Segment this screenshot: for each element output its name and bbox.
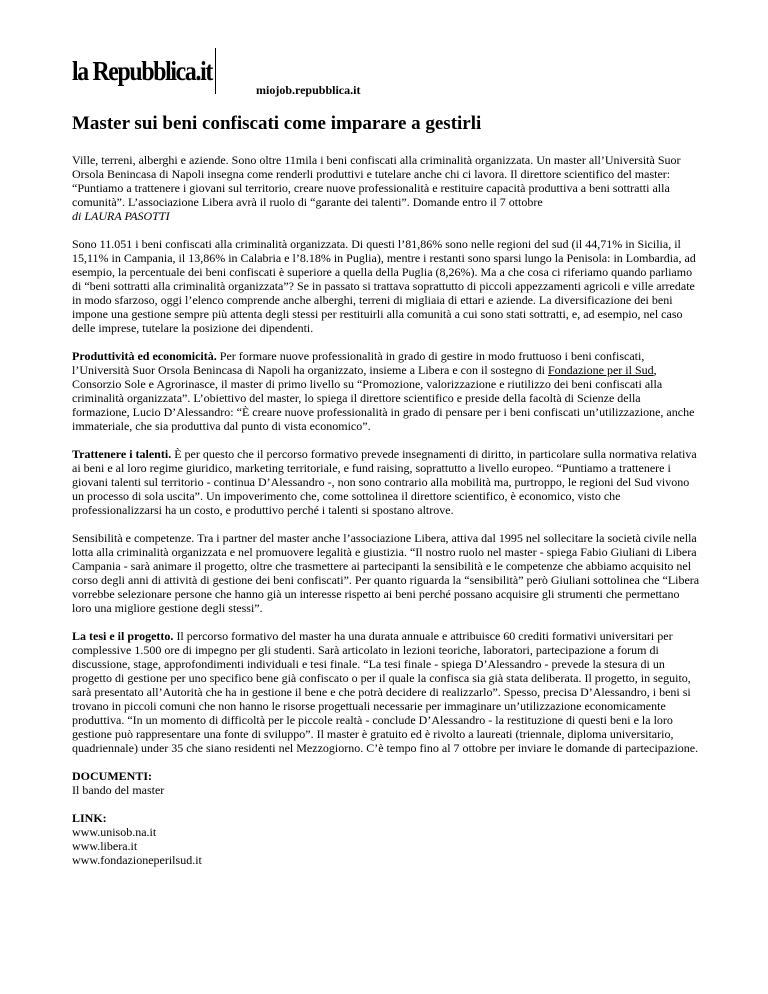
section-heading: La tesi e il progetto. bbox=[72, 629, 174, 643]
link-libera[interactable]: www.libera.it bbox=[72, 839, 138, 853]
article-lead bbox=[72, 153, 700, 223]
fondazione-link[interactable]: Fondazione per il Sud bbox=[547, 363, 654, 377]
article-author: di LAURA PASOTTI bbox=[72, 209, 170, 223]
article bbox=[72, 112, 700, 881]
links-heading: LINK: bbox=[72, 811, 107, 825]
paragraph-tesi bbox=[72, 629, 700, 755]
logo-divider bbox=[215, 48, 216, 94]
documents-heading: DOCUMENTI: bbox=[72, 769, 152, 783]
article-title: Master sui beni confiscati come imparare a gestirli bbox=[72, 113, 482, 134]
document-link[interactable]: Il bando del master bbox=[72, 783, 165, 797]
repubblica-logo[interactable]: la Repubblica.it bbox=[72, 56, 212, 86]
paragraph-produttivita bbox=[72, 349, 700, 433]
documents-section bbox=[72, 769, 700, 797]
site-name[interactable]: miojob.repubblica.it bbox=[256, 83, 361, 97]
paragraph-talenti bbox=[72, 447, 700, 517]
paragraph-text: È per questo che il percorso formativo prevede insegnamenti di diritto, in particolare sulla normativa relativa ai beni e al loro regime giuridico, marketing territoriale, e fund raising, soprattutto a livello europeo. “Puntiamo a trattenere i giovani talenti sul territorio - continua D’Alessandro -, non sono contrario alla mobilità ma, purtroppo, le regioni del Sud vivono un processo di sola uscita”. Un impoverimento che, come sottolinea il direttore scientifico, è economico, visto che professionalizzarsi ha un costo, e produttivo perché i talenti si spostano altrove. bbox=[72, 447, 697, 517]
section-heading: Produttività ed economicità. bbox=[72, 349, 217, 363]
lead-text: Ville, terreni, alberghi e aziende. Sono oltre 11mila i beni confiscati alla criminalità organizzata. Un master all’Università Suor Orsola Benincasa di Napoli insegna come renderli produttivi e tutelare anche chi ci lavora. Il direttore scientifico del master: “Puntiamo a trattenere i giovani sul territorio, creare nuove professionalità e restituire capacità produttiva a beni sottratti alla comunità”. L’associazione Libera avrà il ruolo di “garante dei talenti”. Domande entro il 7 ottobre bbox=[72, 153, 681, 209]
link-unisob[interactable]: www.unisob.na.it bbox=[72, 825, 157, 839]
paragraph-text: , Consorzio Sole e Agrorinasce, il master di primo livello su “Promozione, valorizzazione e riutilizzo dei beni confiscati alla criminalità organizzata”. L’obiettivo del master, lo spiega il direttore scientifico e preside della facoltà di Scienze della formazione, Lucio D’Alessandro: “È creare nuove professionalità in grado di pensare per i beni confiscati un’utilizzazione, anche immateriale, che sia produttiva dal punto di vista economico”. bbox=[72, 363, 695, 433]
paragraph-sensibilita: Sensibilità e competenze. Tra i partner del master anche l’associazione Libera, attiva dal 1995 nel sollecitare la società civile nella lotta alla criminalità organizzata e nel promuovere legalità e giustizia. “Il nostro ruolo nel master - spiega Fabio Giuliani di Libera Campania - sarà animare il progetto, oltre che trasmettere ai partecipanti la sensibilità e le competenze che abbiamo acquisito nel corso degli anni di attività di gestione dei beni confiscati”. Per quanto riguarda la “sensibilità” però Giuliani sottolinea che “Libera vorrebbe selezionare persone che hanno già un interesse rispetto ai beni perché possano acquisire gli strumenti che permettano loro una migliore gestione degli stessi”. bbox=[72, 531, 700, 615]
paragraph-text: Per formare nuove professionalità in grado di gestire in modo fruttuoso i beni confiscati, l’Università Suor Orsola Benincasa di Napoli ha organizzato, insieme a Libera e con il sostegno di bbox=[72, 349, 645, 377]
link-fondazione[interactable]: www.fondazioneperilsud.it bbox=[72, 853, 202, 867]
links-section bbox=[72, 811, 700, 867]
paragraph-text: Il percorso formativo del master ha una durata annuale e attribuisce 60 crediti formativi universitari per complessive 1.500 ore di impegno per gli studenti. Sarà articolato in lezioni teoriche, laboratori, partecipazione a forum di discussione, stage, approfondimenti individuali e tesi finale. “La tesi finale - spiega D’Alessandro - prevede la stesura di un progetto di gestione per uno specifico bene già confiscato o per il quale la confisca sia già stata deliberata. Il progetto, in seguito, sarà presentato all’Autorità che ha in gestione il bene e che potrà decidere di realizzarlo”. Spesso, precisa D’Alessandro, i beni si trovano in piccoli comuni che non hanno le risorse progettuali necessarie per immaginare un’utilizzazione economicamente produttiva. “In un momento di difficoltà per le piccole realtà - conclude D’Alessandro - la restituzione di questi beni e la loro gestione può rappresentare una fonte di sviluppo”. Il master è gratuito ed è rivolto a laureati (triennale, diploma universitario, quadriennale) under 35 che siano residenti nel Mezzogiorno. C’è tempo fino al 7 ottobre per inviare le domande di partecipazione. bbox=[72, 629, 699, 755]
masthead bbox=[72, 46, 472, 106]
section-heading: Trattenere i talenti. bbox=[72, 447, 172, 461]
paragraph-intro: Sono 11.051 i beni confiscati alla criminalità organizzata. Di questi l’81,86% sono nelle regioni del sud (il 44,71% in Sicilia, il 15,11% in Campania, il 13,86% in Calabria e l’8.18% in Puglia), mentre i restanti sono sparsi lungo la Penisola: in Lombardia, ad esempio, la percentuale dei beni confiscati è superiore a quella della Puglia (8,26%). Ma a che cosa ci riferiamo quando parliamo di “beni sottratti alla criminalità organizzata”? Se in passato si trattava soprattutto di piccoli appezzamenti agricoli e ville arredate in modo sfarzoso, oggi l’elenco comprende anche alberghi, terreni di migliaia di ettari e aziende. La diversificazione dei beni impone una gestione sempre più attenta degli stessi per restituirli alla comunità a cui sono stati sottratti, e, ad esempio, nel caso delle imprese, tutelare la posizione dei dipendenti. bbox=[72, 237, 696, 335]
